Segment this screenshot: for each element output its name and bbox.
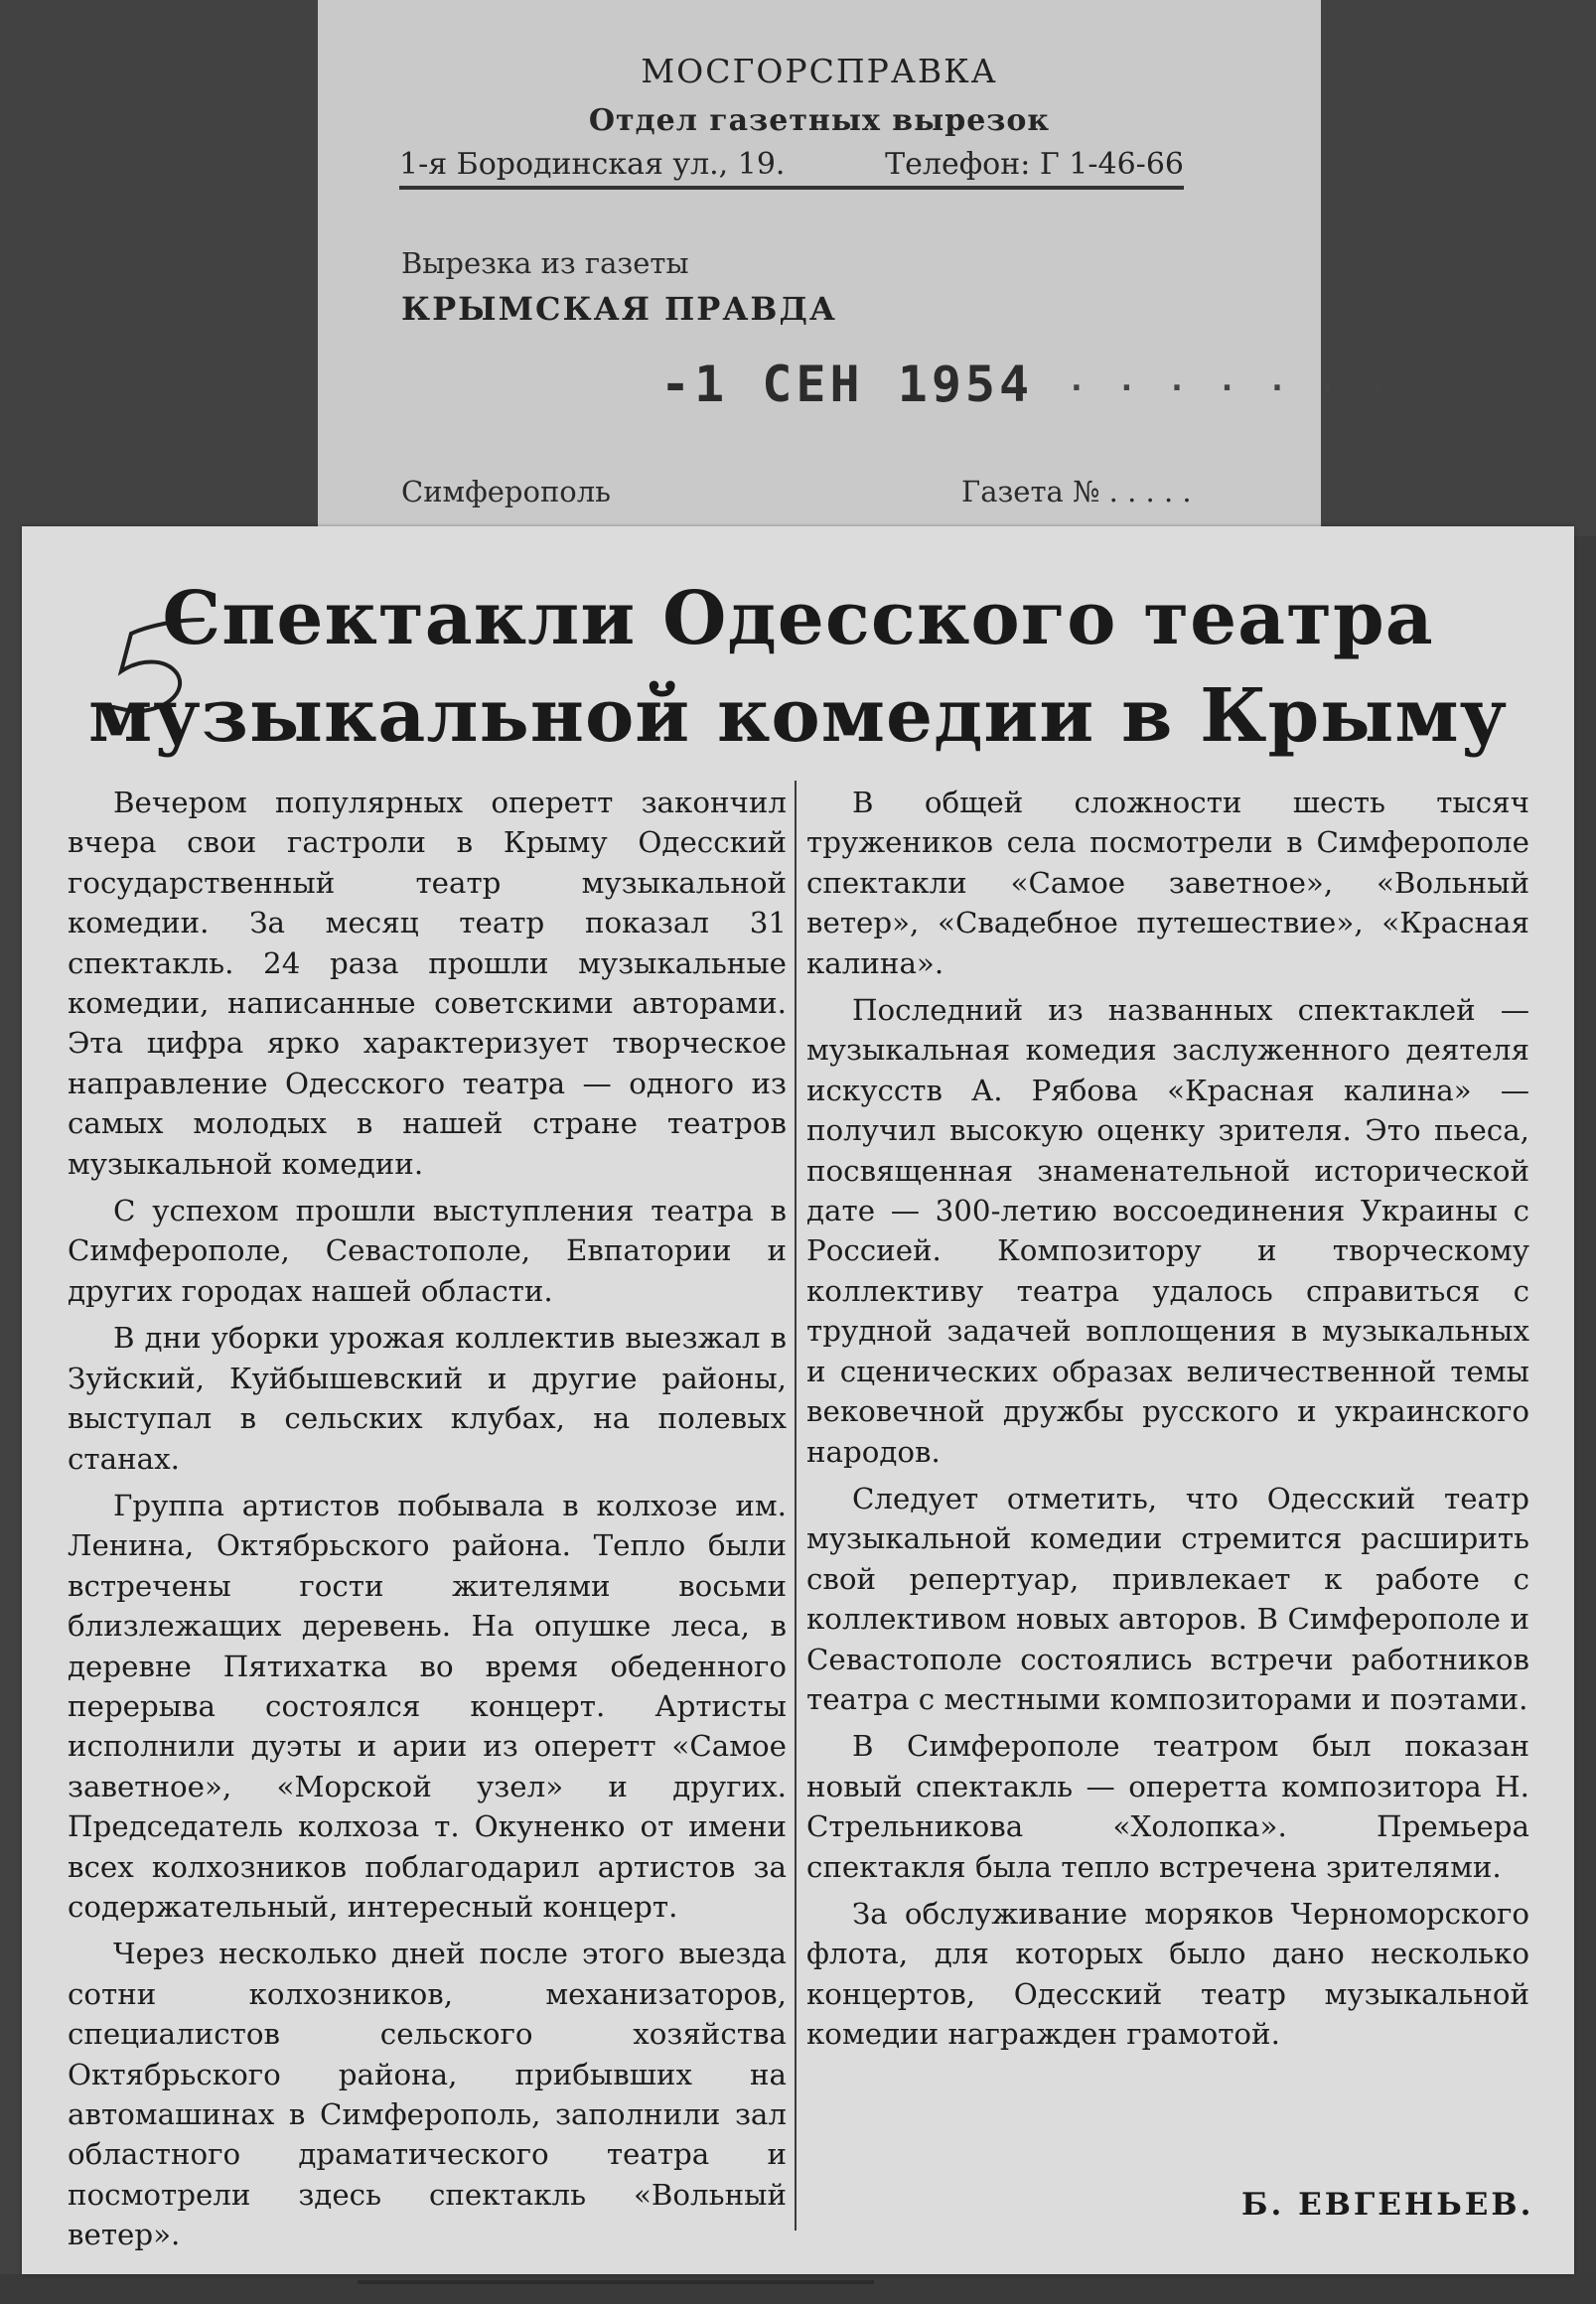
- column-divider: [795, 781, 797, 2231]
- phone-number: Телефон: Г 1-46-66: [885, 147, 1184, 182]
- newspaper-clipping: [22, 526, 1574, 2274]
- street-address: 1-я Бородинская ул., 19.: [399, 147, 786, 182]
- article-title-line-2: музыкальной комедии в Крыму: [87, 673, 1509, 759]
- city-name: Симферополь: [401, 475, 611, 508]
- address-line: [399, 147, 1184, 190]
- date-stamp: [660, 356, 1393, 427]
- paragraph: В Симферополе театром был показан новый спектакль — оперетта композитора Н. Стрельникова «Холопка». Премьера спектакля была тепло встречена зрителями.: [806, 1729, 1529, 1884]
- paragraph: За обслуживание моряков Черноморского флота, для которых было дано несколько концертов, Одесский театр музыкальной комедии награжден грамотой.: [806, 1896, 1529, 2052]
- clipping-service-form: [318, 0, 1393, 536]
- paragraph: Следует отметить, что Одесский театр музыкальной комедии стремится расширить свой репертуар, привлекает к работе с коллективом новых авторов. В Симферополе и Севастополе состоялись встречи работников театра с местными композиторами и поэтами.: [806, 1481, 1529, 1716]
- article-column-right: [806, 783, 1529, 2062]
- department-name: Отдел газетных вырезок: [588, 103, 1051, 138]
- clipping-label: Вырезка из газеты: [401, 246, 689, 280]
- paragraph: В дни уборки урожая коллектив выезжал в Зуйский, Куйбышевский и другие районы, выступал в сельских клубах, на полевых станах.: [68, 1321, 787, 1476]
- scan-edge-mark: [358, 2280, 874, 2284]
- author-signature: Б. ЕВГЕНЬЕВ.: [1241, 2187, 1534, 2223]
- scan-background-right: [1321, 0, 1596, 536]
- paragraph: С успехом прошли выступления театра в Симферополе, Севастополе, Евпатории и других городах нашей области.: [68, 1194, 787, 1308]
- newspaper-name: КРЫМСКАЯ ПРАВДА: [401, 290, 837, 328]
- newspaper-number-field: Газета № . . . . .: [961, 475, 1192, 508]
- paragraph: В общей сложности шесть тысяч тружеников села посмотрели в Симферополе спектакли «Самое заветное», «Вольный ветер», «Свадебное путешествие», «Красная калина».: [806, 786, 1529, 980]
- date-stamp-text: -1 СЕН 1954: [660, 356, 1034, 413]
- article-title: [81, 570, 1515, 765]
- scan-background-bottom: [0, 2274, 1596, 2304]
- article-title-line-1: Спектакли Одесского театра: [162, 576, 1434, 661]
- paragraph: Через несколько дней после этого выезда сотни колхозников, механизаторов, специалистов сельского хозяйства Октябрьского района, прибывших на автомашинах в Симферополь, заполнили зал областного драматического театра и посмотрели здесь спектакль «Вольный ветер».: [68, 1937, 787, 2252]
- paragraph: Группа артистов побывала в колхозе им. Ленина, Октябрьского района. Тепло были встречены гости жителями восьми близлежащих деревень. На опушке леса, в деревне Пятихатка во время обеденного перерыва состоялся концерт. Артисты исполнили дуэты и арии из оперетт «Самое заветное», «Морской узел» и других. Председатель колхоза т. Окуненко от имени всех колхозников поблагодарил артистов за содержательный, интересный концерт.: [68, 1488, 787, 1924]
- paragraph: Вечером популярных оперетт закончил вчера свои гастроли в Крыму Одесский государственный театр музыкальной комедии. За месяц театр показал 31 спектакль. 24 раза прошли музыкальные комедии, написанные советскими авторами. Эта цифра ярко характеризует творческое направление Одесского театра — одного из самых молодых в нашей стране театров музыкальной комедии.: [68, 786, 787, 1181]
- article-column-left: [68, 783, 787, 2262]
- organization-name: МОСГОРСПРАВКА: [641, 52, 998, 90]
- paragraph: Последний из названных спектаклей — музыкальная комедия заслуженного деятеля искусств А. Рябова «Красная калина» — получил высокую оценку зрителя. Это пьеса, посвященная знаменательной исторической дате — 300-летию воссоединения Украины с Россией. Композитору и творческому коллективу театра удалось справиться с трудной задачей воплощения в музыкальных и сценических образах величественной темы вековечной дружбы русского и украинского народов.: [806, 993, 1529, 1469]
- date-stamp-dots: · · · · · · ·: [1067, 368, 1393, 407]
